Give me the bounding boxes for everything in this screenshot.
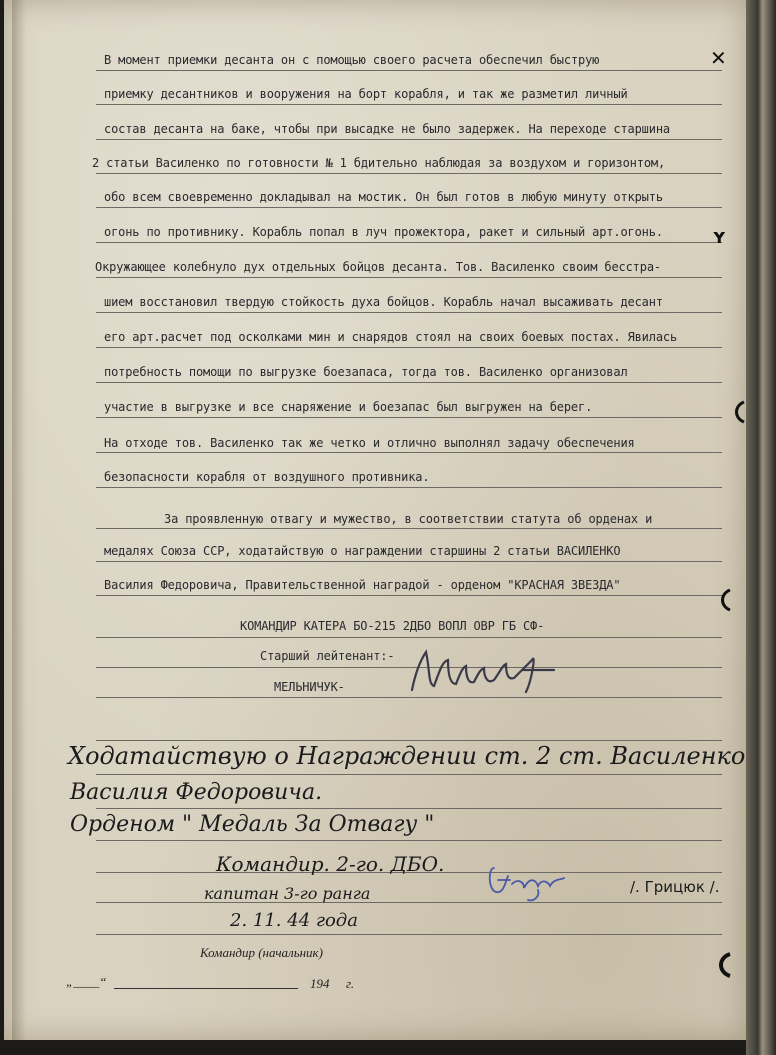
- binding-edge: [746, 0, 776, 1055]
- handwritten-date: 2. 11. 44 года: [230, 910, 358, 931]
- handwritten-line: Командир. 2-го. ДБО.: [216, 852, 445, 876]
- ruled-line: [96, 242, 722, 243]
- ruled-line: [96, 934, 722, 935]
- ruled-line: [96, 637, 722, 638]
- handwritten-line: капитан 3-го ранга: [204, 884, 371, 903]
- ruled-line: [96, 347, 722, 348]
- ruled-line: [96, 774, 722, 775]
- ruled-line: [96, 207, 722, 208]
- margin-mark: [730, 400, 746, 424]
- ruled-line: [96, 487, 722, 488]
- margin-mark: ʏ: [712, 224, 727, 248]
- text-line: приемку десантников и вооружения на борт корабля, и так же разметил личный: [104, 87, 628, 101]
- year-label: 194: [310, 976, 330, 991]
- handwritten-line: Василия Федоровича.: [70, 780, 323, 805]
- handwritten-line: Орденом " Медаль За Отвагу ": [70, 812, 435, 837]
- ruled-line: [96, 595, 722, 596]
- ruled-line: [96, 808, 722, 809]
- commander-signature: [404, 640, 574, 700]
- officer-surname: МЕЛЬНИЧУК-: [274, 680, 345, 694]
- text-line: Василия Федоровича, Правительственной наградой - орденом "КРАСНАЯ ЗВЕЗДА": [104, 578, 621, 592]
- year-suffix: г.: [346, 976, 355, 991]
- footer-label: Командир (начальник): [200, 945, 323, 960]
- text-line: В момент приемки десанта он с помощью своего расчета обеспечил быструю: [104, 53, 600, 67]
- ruled-line: [96, 840, 722, 841]
- text-line: его арт.расчет под осколками мин и снарядов стоял на своих боевых постах. Явилась: [104, 330, 678, 344]
- text-line: На отходе тов. Василенко так же четко и отлично выполнял задачу обеспечения: [104, 436, 635, 450]
- ruled-line: [96, 312, 722, 313]
- text-line: безопасности корабля от воздушного противника.: [104, 470, 430, 484]
- text-line: За проявленную отвагу и мужество, в соответствии статута об орденах и: [164, 512, 653, 526]
- document-page: [4, 0, 746, 1040]
- margin-mark: ✕: [710, 46, 727, 70]
- ruled-line: [96, 417, 722, 418]
- ruled-line: [96, 740, 722, 741]
- text-line: состав десанта на баке, чтобы при высадке не было задержек. На переходе старшина: [104, 122, 670, 136]
- text-line: шием восстановил твердую стойкость духа бойцов. Корабль начал высаживать десант: [104, 295, 663, 309]
- ruled-line: [96, 382, 722, 383]
- ruled-line: [96, 561, 722, 562]
- handwritten-line: Ходатайствую о Награждении ст. 2 ст. Василенко: [68, 742, 746, 770]
- text-line: Окружающее колебнуло дух отдельных бойцов десанта. Тов. Василенко своим бесстра-: [95, 260, 661, 274]
- text-line: огонь по противнику. Корабль попал в луч прожектора, ракет и сильный арт.огонь.: [104, 225, 663, 239]
- ruled-line: [96, 104, 722, 105]
- officer-rank: Старший лейтенант:-: [260, 649, 395, 663]
- text-line: 2 статьи Василенко по готовности № 1 бдительно наблюдая за воздухом и горизонтом,: [92, 156, 666, 170]
- ruled-line: [96, 70, 722, 71]
- date-prefix: „____“: [66, 974, 107, 989]
- commander-title: КОМАНДИР КАТЕРА БО-215 2ДБО ВОПЛ ОВР ГБ СФ-: [240, 619, 545, 633]
- text-line: участие в выгрузке и все снаряжение и боезапас был выгружен на берег.: [104, 400, 593, 414]
- text-line: потребность помощи по выгрузке боезапаса, тогда тов. Василенко организовал: [104, 365, 628, 379]
- captain-signature: [484, 860, 574, 910]
- ruled-line: [96, 277, 722, 278]
- margin-mark: [714, 950, 734, 980]
- margin-mark: [716, 588, 732, 612]
- handwritten-signature-name: /. Грицюк /.: [630, 878, 720, 896]
- ruled-line: [96, 173, 722, 174]
- text-line: медалях Союза ССР, ходатайствую о награждении старшины 2 статьи ВАСИЛЕНКО: [104, 544, 621, 558]
- date-underline: [114, 988, 298, 989]
- text-line: обо всем своевременно докладывал на мостик. Он был готов в любую минуту открыть: [104, 190, 663, 204]
- ruled-line: [96, 139, 722, 140]
- ruled-line: [96, 902, 722, 903]
